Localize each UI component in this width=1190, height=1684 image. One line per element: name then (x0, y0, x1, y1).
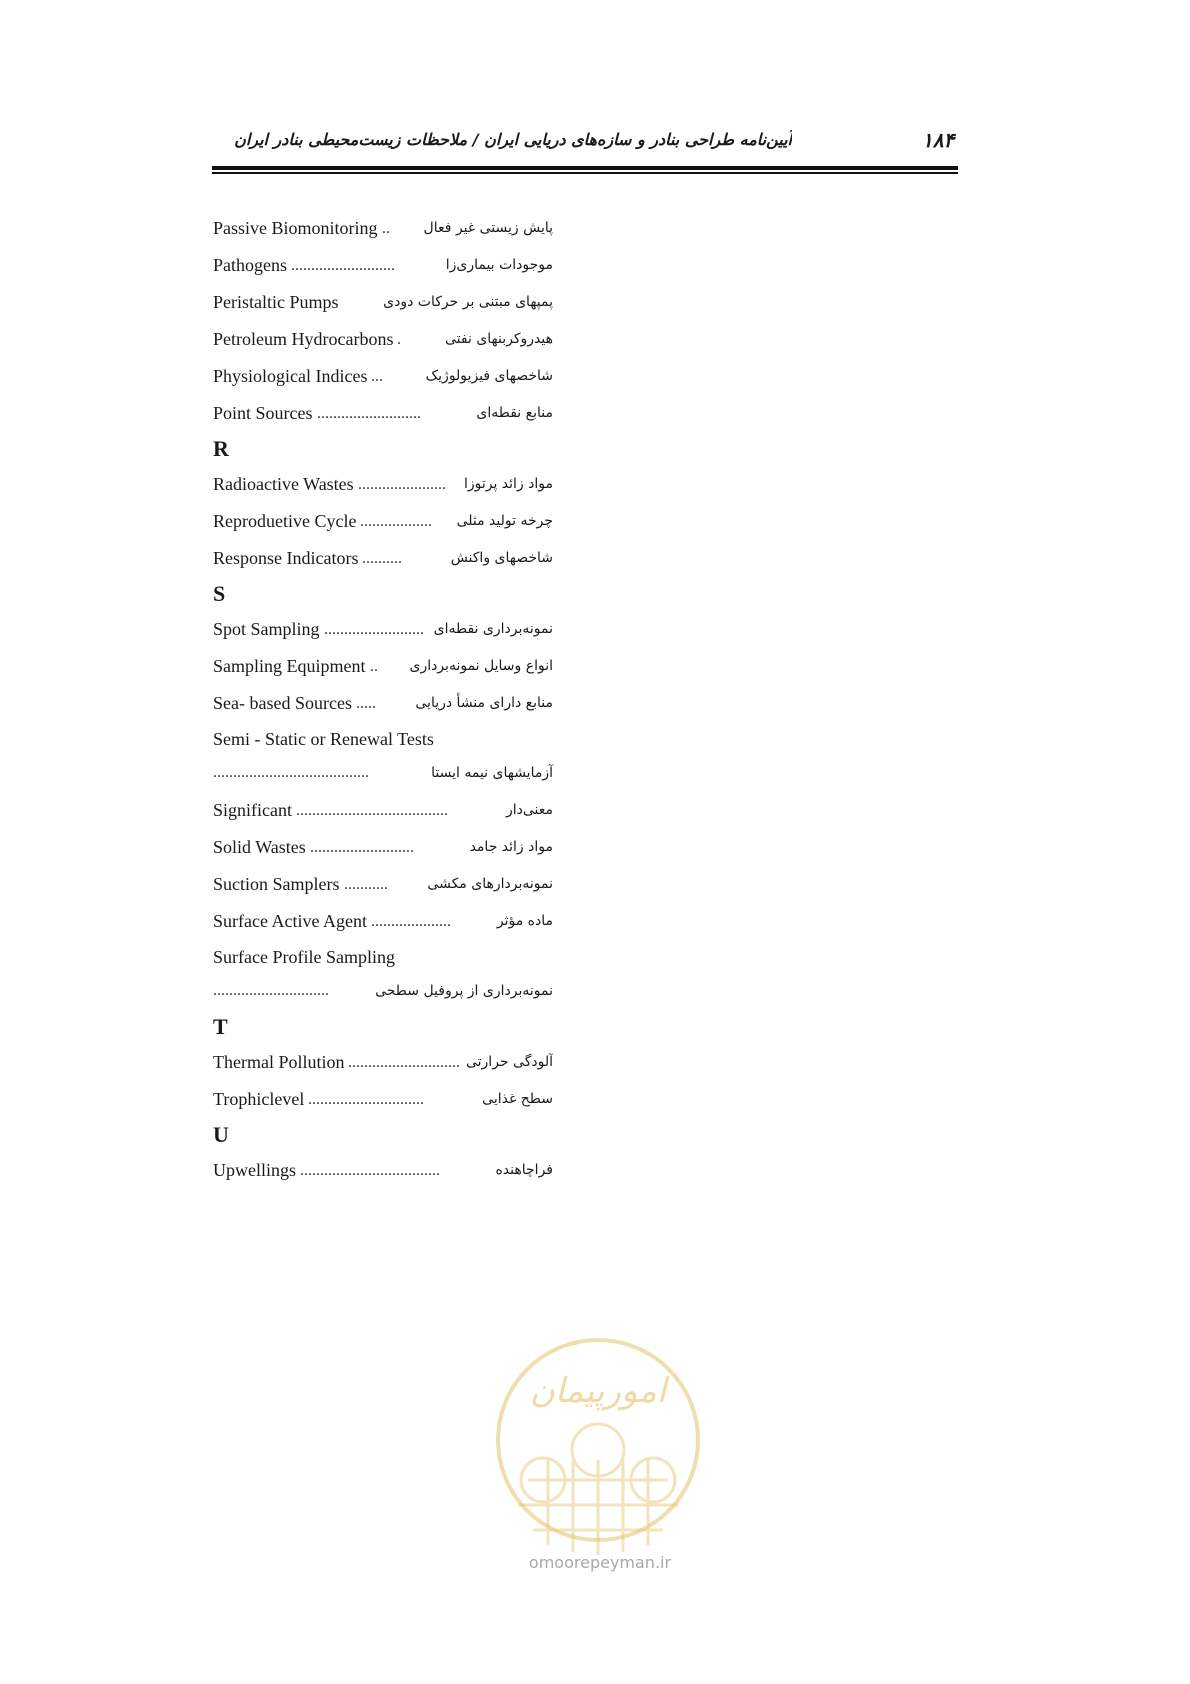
entry-leader-dots: ...................................... (296, 802, 448, 819)
glossary-group-s-continued (213, 792, 553, 940)
entry-english: Significant (213, 800, 292, 820)
glossary-entry (213, 503, 553, 540)
entry-leader-dots: .................. (360, 513, 432, 530)
entry-leader-dots: .......................... (317, 405, 421, 422)
glossary-group-u (213, 1152, 553, 1189)
entry-english: Pathogens (213, 255, 287, 275)
entry-english: Upwellings (213, 1160, 296, 1180)
glossary-entry (213, 1044, 553, 1081)
entry-english: Peristaltic Pumps (213, 292, 339, 312)
entry-leader-dots: ............................. (213, 982, 329, 999)
glossary-entry (213, 611, 553, 648)
entry-english: Radioactive Wastes (213, 474, 354, 494)
letter-heading-u: U (213, 1122, 229, 1147)
watermark-grid (518, 1460, 678, 1555)
glossary-entry (213, 284, 553, 321)
entry-english: Surface Profile Sampling (213, 947, 395, 967)
glossary-entry-surface-profile (213, 940, 553, 1010)
entry-english: Thermal Pollution (213, 1052, 345, 1072)
entry-persian: پمپهای مبتنی بر حرکات دودی (383, 294, 553, 310)
glossary-entry (213, 792, 553, 829)
entry-leader-dots: .......... (362, 550, 402, 567)
glossary-entry (213, 466, 553, 503)
entry-persian: منابع دارای منشأ دریایی (415, 695, 553, 711)
entry-persian: مواد زائد پرتوزا (463, 476, 553, 492)
entry-english: Petroleum Hydrocarbons (213, 329, 394, 349)
entry-leader-dots: ..... (356, 695, 376, 712)
glossary-group-r (213, 466, 553, 577)
entry-leader-dots: .......................... (291, 257, 395, 274)
entry-english: Reproduetive Cycle (213, 511, 357, 531)
glossary-entry (213, 540, 553, 577)
page-number: ۱۸۴ (922, 128, 955, 152)
header-rule-thick (212, 166, 958, 170)
glossary-entry (213, 866, 553, 903)
entry-persian: هیدروکربنهای نفتی (445, 331, 553, 347)
page-header (212, 128, 958, 162)
entry-leader-dots: .. (370, 658, 378, 675)
entry-second-line (213, 974, 553, 1008)
entry-persian: شاخصهای واکنش (450, 550, 553, 566)
header-rule-thin (212, 172, 958, 174)
entry-persian: فراچاهنده (495, 1162, 553, 1178)
entry-persian: انواع وسایل نمونه‌برداری (409, 658, 553, 674)
glossary-entry (213, 247, 553, 284)
entry-english: Surface Active Agent (213, 911, 367, 931)
entry-english: Semi - Static or Renewal Tests (213, 729, 434, 749)
entry-persian: سطح غذایی (482, 1091, 553, 1107)
letter-heading-r: R (213, 436, 229, 461)
entry-english: Solid Wastes (213, 837, 306, 857)
glossary-group-p (213, 210, 553, 432)
entry-leader-dots: ......................... (324, 621, 424, 638)
entry-leader-dots: ........... (344, 876, 388, 893)
entry-english: Point Sources (213, 403, 313, 423)
glossary-entry (213, 358, 553, 395)
glossary-entry (213, 903, 553, 940)
letter-heading-s: S (213, 581, 226, 606)
entry-english: Suction Samplers (213, 874, 340, 894)
entry-persian: نمونه‌بردارهای مکشی (427, 876, 553, 892)
entry-persian: آلودگی حرارتی (465, 1054, 553, 1070)
entry-leader-dots: ................................... (300, 1162, 440, 1179)
entry-english: Trophiclevel (213, 1089, 305, 1109)
glossary-entry (213, 829, 553, 866)
letter-heading-t: T (213, 1014, 228, 1039)
entry-persian: موجودات بیماری‌زا (445, 257, 553, 273)
entry-persian: نمونه‌برداری نقطه‌ای (433, 621, 553, 637)
glossary-group-t (213, 1044, 553, 1118)
glossary-entry-semi-static (213, 722, 553, 792)
entry-persian: معنی‌دار (505, 802, 553, 818)
glossary-entry (213, 210, 553, 247)
header-rule (212, 166, 958, 174)
entry-english: Response Indicators (213, 548, 359, 568)
glossary-entry (213, 648, 553, 685)
entry-english: Sea- based Sources (213, 693, 352, 713)
entry-leader-dots: ....................................... (213, 764, 369, 781)
glossary-entry (213, 395, 553, 432)
entry-persian: پایش زیستی غیر فعال (423, 220, 553, 236)
watermark-logo (488, 1330, 708, 1560)
entry-leader-dots: .................... (371, 913, 451, 930)
entry-english: Sampling Equipment (213, 656, 366, 676)
entry-persian: آزمایشهای نیمه ایستا (431, 765, 553, 781)
entry-leader-dots: .. (382, 220, 390, 237)
glossary-entry (213, 1152, 553, 1189)
glossary-entry (213, 1081, 553, 1118)
running-title: آیین‌نامه طراحی بنادر و سازه‌های دریایی ایران / ملاحظات زیست‌محیطی بنادر ایران (234, 130, 792, 149)
watermark-site: omoorepeyman.ir (528, 1553, 672, 1572)
entry-english: Spot Sampling (213, 619, 320, 639)
glossary (213, 210, 553, 1189)
entry-second-line (213, 756, 553, 790)
entry-leader-dots: .......................... (310, 839, 414, 856)
glossary-entry (213, 321, 553, 358)
entry-persian: مواد زائد جامد (469, 839, 553, 855)
entry-leader-dots: . (397, 331, 401, 348)
watermark-logo-text: امورپیمان (529, 1371, 667, 1411)
entry-persian: ماده مؤثر (496, 913, 553, 929)
entry-leader-dots: ............................. (308, 1091, 424, 1108)
entry-persian: نمونه‌برداری از پروفیل سطحی (375, 983, 553, 999)
entry-persian: چرخه تولید مثلی (456, 513, 553, 529)
entry-leader-dots: ... (371, 368, 383, 385)
entry-persian: شاخصهای فیزیولوژیک (425, 368, 553, 384)
glossary-entry (213, 685, 553, 722)
entry-leader-dots: ...................... (358, 476, 446, 493)
entry-english: Physiological Indices (213, 366, 368, 386)
entry-english: Passive Biomonitoring (213, 218, 378, 238)
entry-persian: منابع نقطه‌ای (476, 405, 553, 421)
glossary-group-s (213, 611, 553, 722)
entry-leader-dots: ............................ (348, 1054, 460, 1071)
